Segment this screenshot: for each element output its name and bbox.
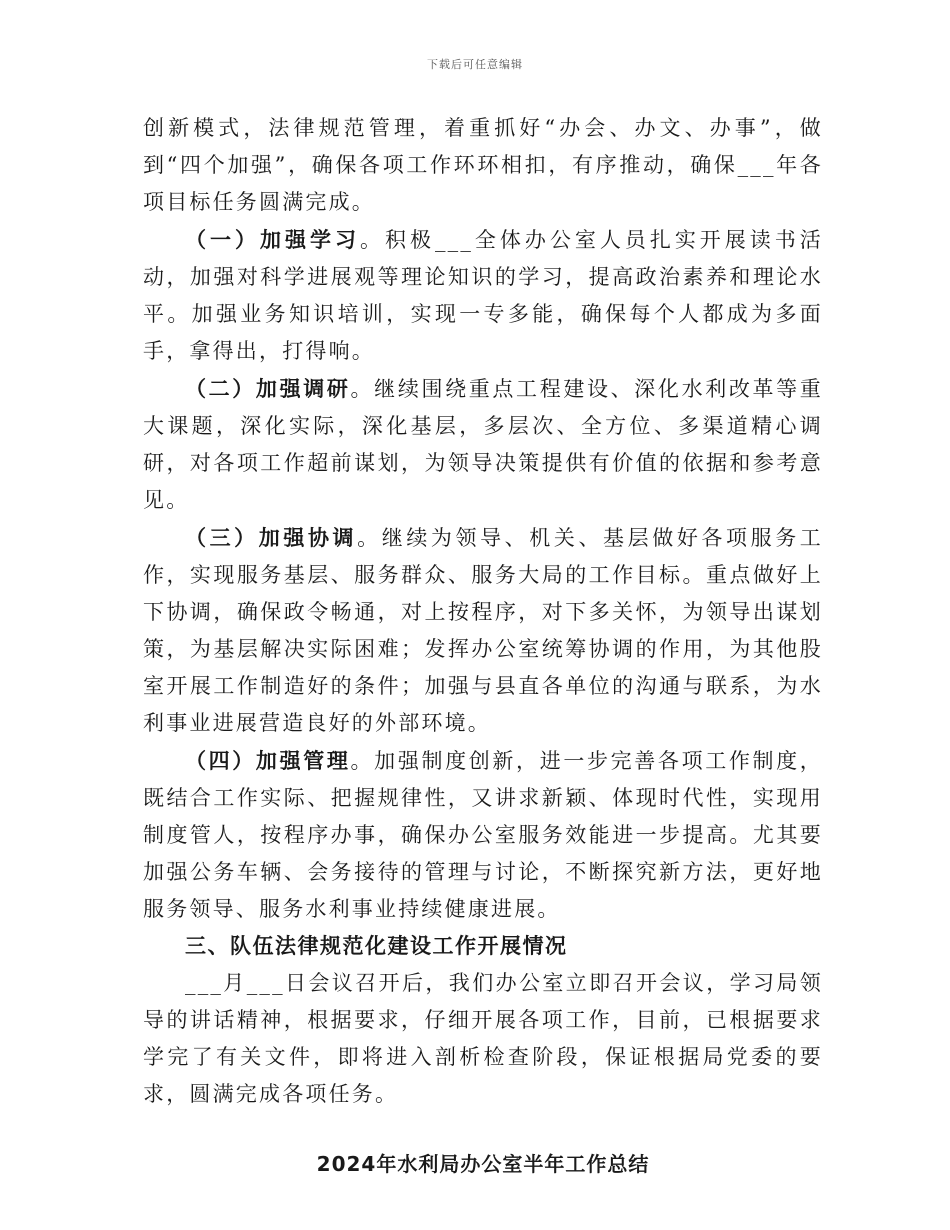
section3-paragraph: ___月___日会议召开后，我们办公室立即召开会议，学习局领导的讲话精神，根据要求，仔细开展各项工作，目前，已根据要求学完了有关文件，即将进入剖析检查阶段，保证根据局党委的要求，圆满完成各项任务。: [143, 971, 823, 1106]
page-header-note: 下载后可任意编辑: [427, 58, 523, 71]
item-lead-4: （四）加强管理: [185, 748, 351, 773]
item-lead-3: （三）加强协调: [185, 525, 358, 550]
item-lead-1: （一）加强学习: [185, 227, 360, 252]
item-paragraph-2: [143, 370, 823, 519]
document-body: [143, 110, 823, 1183]
item-paragraph-3: [143, 519, 823, 742]
next-document-title: 2024年水利局办公室半年工作总结: [316, 1152, 650, 1176]
item-paragraph-1: [143, 221, 823, 370]
item-text-1: 。积极___全体办公室人员扎实开展读书活动，加强对科学进展观等理论知识的学习，提高政治素养和理论水平。加强业务知识培训，实现一专多能，确保每个人都成为多面手，拿得出，打得响。: [143, 228, 823, 363]
section-heading-3: 三、队伍法律规范化建设工作开展情况: [185, 934, 568, 958]
item-lead-2: （二）加强调研: [185, 376, 351, 401]
item-text-3: 。继续为领导、机关、基层做好各项服务工作，实现服务基层、服务群众、服务大局的工作目标。重点做好上下协调，确保政令畅通，对上按程序，对下多关怀，为领导出谋划策，为基层解决实际困难；发挥办公室统筹协调的作用，为其他股室开展工作制造好的条件；加强与县直各单位的沟通与联系，为水利事业进展营造良好的外部环境。: [143, 526, 823, 735]
item-text-2: 。继续围绕重点工程建设、深化水利改革等重大课题，深化实际，深化基层，多层次、全方位、多渠道精心调研，对各项工作超前谋划，为领导决策提供有价值的依据和参考意见。: [143, 377, 824, 512]
intro-paragraph: 创新模式，法律规范管理，着重抓好“办会、办文、办事”，做到“四个加强”，确保各项工作环环相扣，有序推动，确保___年各项目标任务圆满完成。: [143, 116, 823, 214]
item-text-4: 。加强制度创新，进一步完善各项工作制度，既结合工作实际、把握规律性，又讲求新颖、体现时代性，实现用制度管人，按程序办事，确保办公室服务效能进一步提高。尤其要加强公务车辆、会务接待的管理与讨论，不断探究新方法，更好地服务领导、服务水利事业持续健康进展。: [143, 749, 824, 921]
item-paragraph-4: [143, 742, 823, 928]
